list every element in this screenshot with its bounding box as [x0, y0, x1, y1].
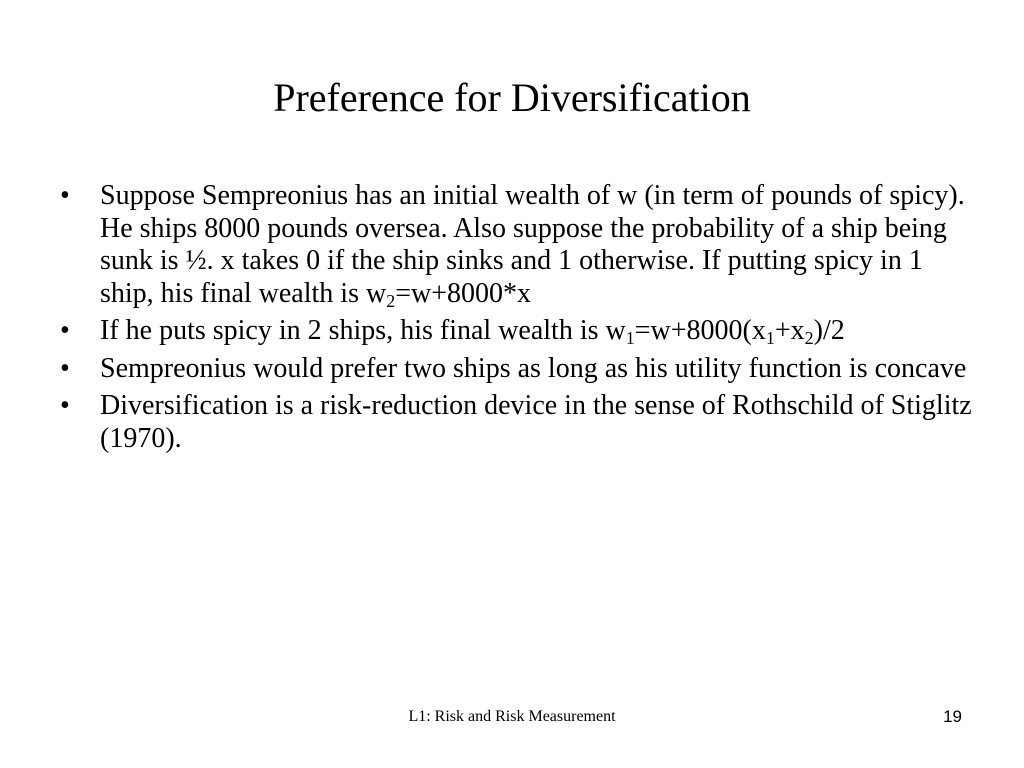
bullet-marker: •	[60, 352, 70, 384]
bullet-text: Diversification is a risk-reduction device in the sense of Rothschild of Stiglitz (1970).	[100, 390, 972, 454]
bullet-text: Sempreonius would prefer two ships as long as his utility function is concave	[100, 352, 967, 384]
bullet-text: +x	[774, 315, 805, 346]
bullet-marker: •	[60, 315, 70, 346]
slide-title: Preference for Diversification	[273, 75, 751, 120]
subscript: 2	[386, 290, 396, 311]
bullet-item	[60, 353, 980, 386]
bullet-item	[60, 390, 980, 455]
page-number: 19	[943, 707, 962, 726]
bullet-text: =w+8000(x	[634, 315, 766, 346]
subscript: 1	[625, 328, 635, 348]
bullet-marker: •	[60, 180, 70, 211]
bullet-text: Suppose Sempreonius has an initial wealth of w (in term of pounds of spicy). He ships 8000 pounds oversea. Also suppose the probability of a ship being sunk is ½. x takes 0 if the ship sinks and 1 otherwise. If putting spicy in 1 ship, his final wealth is w	[100, 180, 965, 309]
bullet-text: =w+8000*x	[395, 277, 532, 309]
bullet-text: If he puts spicy in 2 ships, his final wealth is w	[100, 315, 626, 346]
subscript: 2	[804, 328, 814, 348]
bullet-item	[60, 180, 980, 310]
bullet-item	[60, 315, 980, 348]
bullet-marker: •	[60, 390, 70, 421]
bullet-text: )/2	[813, 315, 845, 346]
bullet-list	[60, 180, 980, 460]
subscript: 1	[765, 328, 775, 348]
slide-footer: L1: Risk and Risk Measurement	[408, 708, 616, 725]
